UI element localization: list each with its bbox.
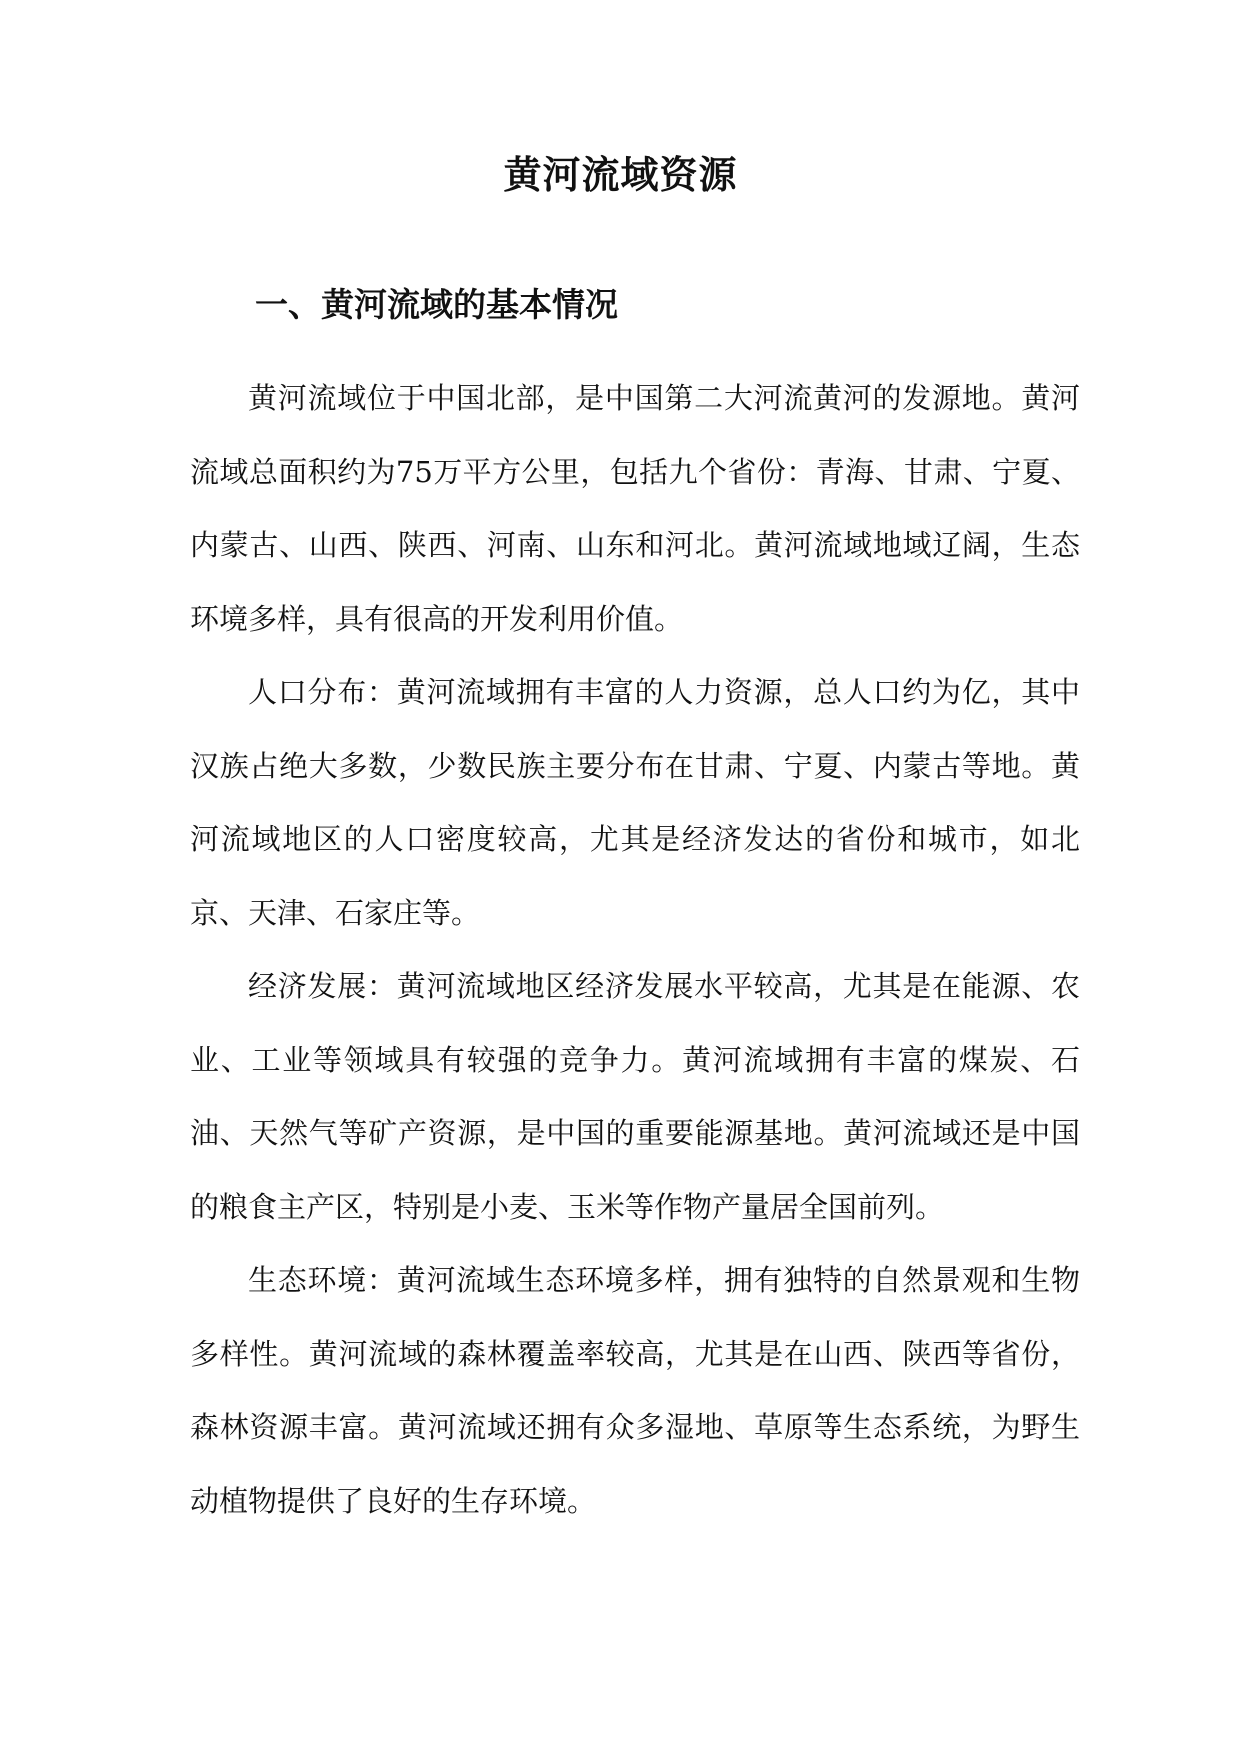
document-title: 黄河流域资源 <box>503 152 738 197</box>
document-body <box>190 362 1080 1538</box>
paragraph-ecology: 生态环境：黄河流域生态环境多样，拥有独特的自然景观和生物多样性。黄河流域的森林覆盖率较高，尤其是在山西、陕西等省份，森林资源丰富。黄河流域还拥有众多湿地、草原等生态系统，为野生动植物提供了良好的生存环境。 <box>190 1263 1080 1518</box>
paragraph-population: 人口分布：黄河流域拥有丰富的人力资源，总人口约为亿，其中汉族占绝大多数，少数民族主要分布在甘肃、宁夏、内蒙古等地。黄河流域地区的人口密度较高，尤其是经济发达的省份和城市，如北京、天津、石家庄等。 <box>190 675 1080 930</box>
section-heading: 一、黄河流域的基本情况 <box>255 285 618 324</box>
paragraph-economy: 经济发展：黄河流域地区经济发展水平较高，尤其是在能源、农业、工业等领域具有较强的竞争力。黄河流域拥有丰富的煤炭、石油、天然气等矿产资源，是中国的重要能源基地。黄河流域还是中国的粮食主产区，特别是小麦、玉米等作物产量居全国前列。 <box>190 969 1080 1224</box>
paragraph-overview: 黄河流域位于中国北部，是中国第二大河流黄河的发源地。黄河流域总面积约为75万平方公里，包括九个省份：青海、甘肃、宁夏、内蒙古、山西、陕西、河南、山东和河北。黄河流域地域辽阔，生态环境多样，具有很高的开发利用价值。 <box>190 381 1080 636</box>
